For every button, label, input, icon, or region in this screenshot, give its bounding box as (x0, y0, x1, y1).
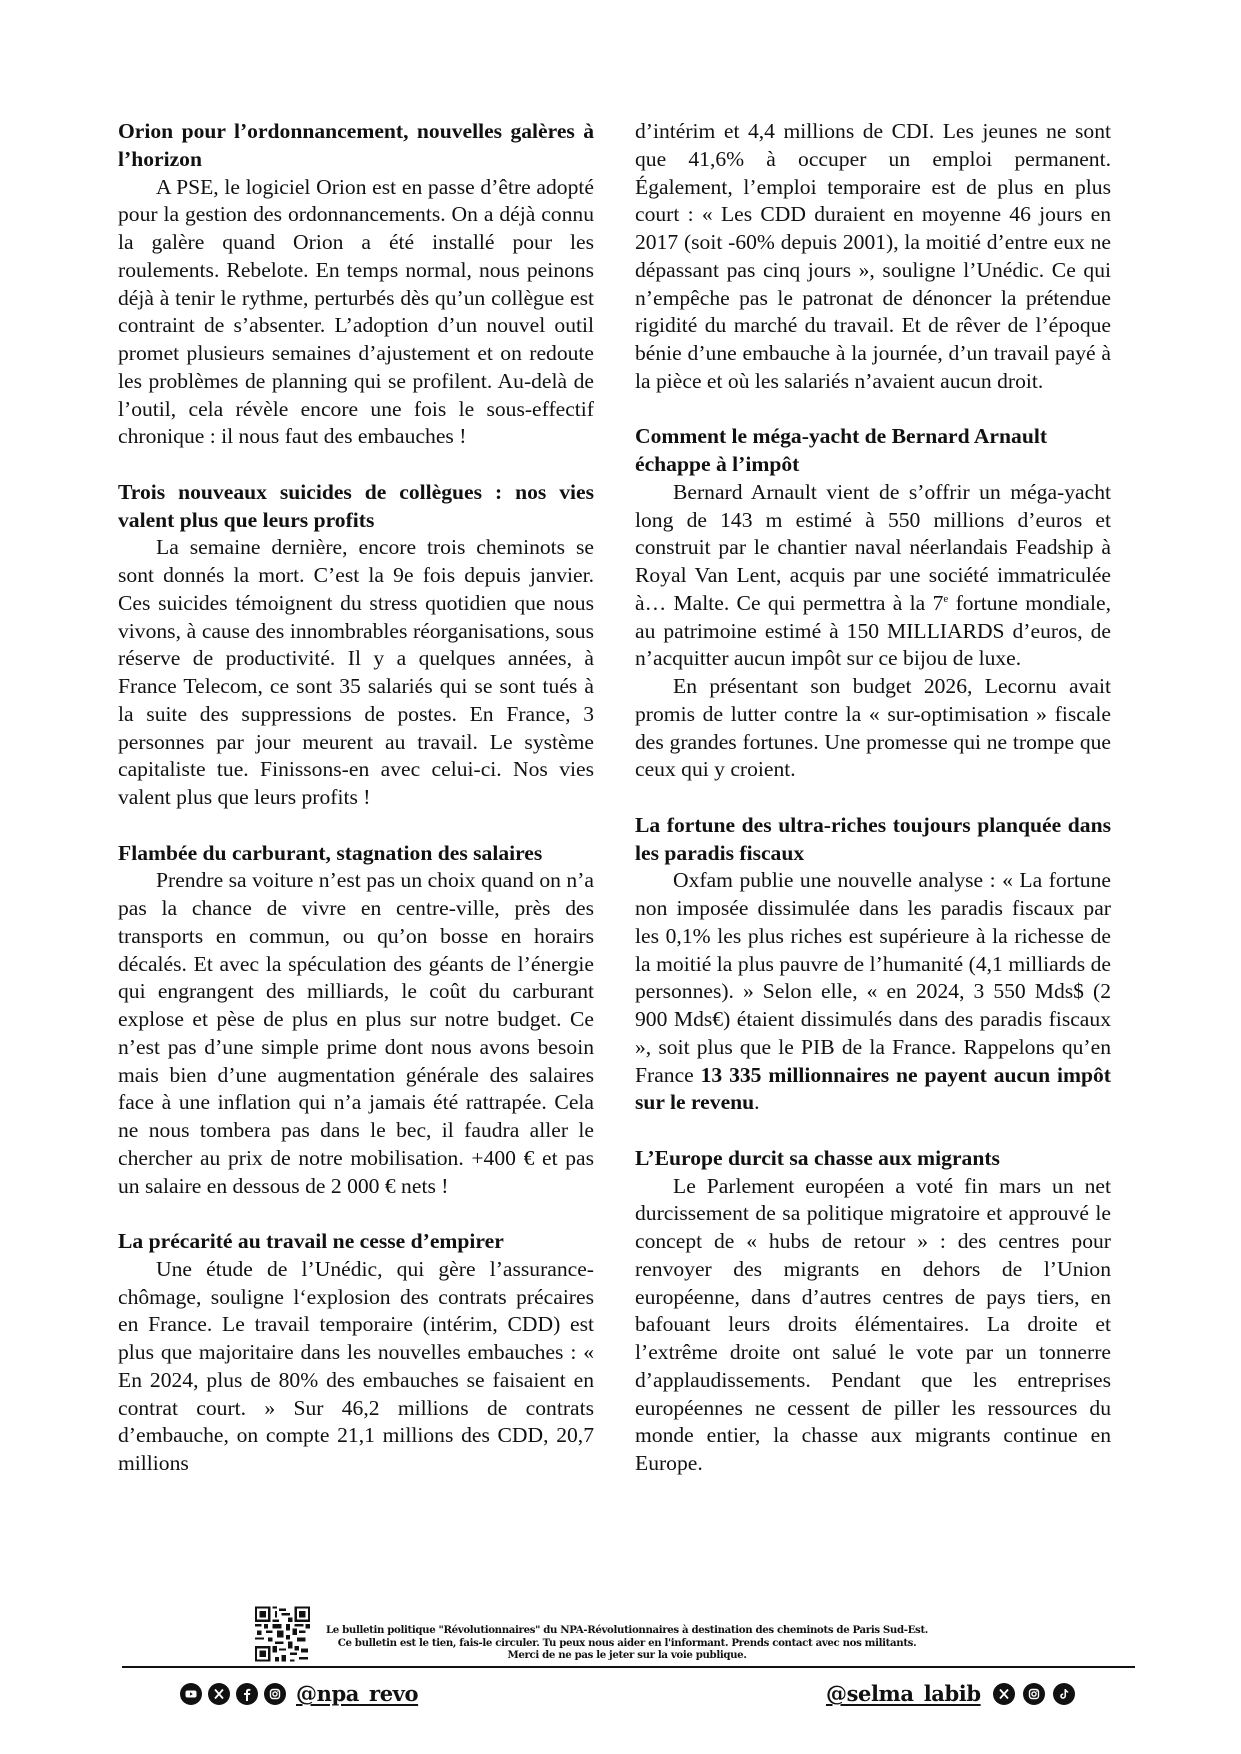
superscript: e (943, 592, 949, 605)
article-paragraph (635, 479, 1111, 673)
right-column (635, 118, 1111, 1478)
social-links-right (822, 1681, 1075, 1706)
footer-line: Ce bulletin est le tien, fais-le circuler. Tu peux nous aider en l'informant. Prends contact avec nos militants. (337, 1636, 917, 1649)
article-title: Flambée du carburant, stagnation des salaires (118, 840, 543, 865)
footer-line: Le bulletin politique "Révolutionnaires" du NPA-Révolutionnaires à destination des cheminots de Paris Sud-Est. (325, 1624, 928, 1636)
article-precarite-continued (635, 118, 1111, 396)
article-oxfam (635, 812, 1111, 1117)
article-paragraph: d’intérim et 4,4 millions de CDI. Les jeunes ne sont que 41,6% à occuper un emploi permanent. Également, l’emploi temporaire est de plus en plus court : « Les CDD duraient en moyenne 46 jours en 2017 (soit -60% depuis 2001), la moitié d’entre eux ne dépassant pas cinq jours », souligne l’Unédic. Ce qui n’empêche pas le patronat de dénoncer la prétendue rigidité du marché du travail. Et de rêver de l’époque bénie d’une embauche à la journée, d’un travail payé à la pièce et où les salariés n’avaient aucun droit. (635, 119, 1111, 393)
article-paragraph: En présentant son budget 2026, Lecornu avait promis de lutter contre la « sur-optimisation » fiscale des grandes fortunes. Une promesse qui ne trompe que ceux qui y croient. (635, 674, 1111, 782)
article-paragraph (635, 867, 1111, 1117)
article-suicides (118, 479, 594, 812)
article-title: Comment le méga-yacht de Bernard Arnault échappe à l’impôt (635, 424, 1048, 476)
tiktok-icon[interactable] (1053, 1683, 1075, 1705)
article-paragraph: Le Parlement européen a voté fin mars un net durcissement de sa politique migratoire et approuvé le concept de « hubs de retour » : des centres pour renvoyer des migrants en dehors de l’Union européenne, dans d’autres centres de pays tiers, en bafouant leurs droits élémentaires. La droite et l’extrême droite ont salué le vote par un tonnerre d’applaudissements. Pendant que les entreprises européennes ne cessent de piller les ressources du monde entier, la chasse aux migrants continue en Europe. (635, 1173, 1111, 1475)
footer-text (317, 1624, 937, 1662)
youtube-icon[interactable] (180, 1683, 202, 1705)
footer-info (255, 1606, 955, 1664)
article-title: La précarité au travail ne cesse d’empirer (118, 1229, 504, 1253)
article-paragraph: La semaine dernière, encore trois cheminots se sont donnés la mort. C’est la 9e fois depuis janvier. Ces suicides témoignent du stress quotidien que nous vivons, à cause des innombrables réorganisations, sous réserve de productivité. Il y a quelques années, à France Telecom, ce sont 35 salariés qui se sont tués à la suite des suppressions de postes. En France, 3 personnes par jour meurent au travail. Le système capitaliste tue. Finissons-en avec celui-ci. Nos vies valent plus que leurs profits ! (118, 535, 594, 809)
instagram-icon[interactable] (1023, 1683, 1045, 1705)
paragraph-text: Bernard Arnault vient de s’offrir un méga-yacht long de 143 m estimé à 550 millions d’euros et construit par le chantier naval néerlandais Feadship à Royal Van Lent, acquis par une société immatriculée à… Malte. Ce qui permettra à la 7 (635, 479, 1111, 615)
article-orion (118, 118, 594, 451)
x-icon[interactable] (208, 1683, 230, 1705)
instagram-icon[interactable] (264, 1683, 286, 1705)
article-title: Orion pour l’ordonnancement, nouvelles galères à l’horizon (118, 119, 594, 171)
article-paragraph: Prendre sa voiture n’est pas un choix quand on n’a pas la chance de vivre en centre-ville, près des transports en commun, ou qu’on bosse en horairs décalés. Et avec la spéculation des géants de l’énergie qui engrangent des milliards, le coût du carburant explose et pèse de plus en plus sur notre budget. Ce n’est pas d’une simple prime dont nous avons besoin mais bien d’une augmentation générale des salaires face à une inflation qui n’a jamais été rattrapée. Cela ne nous tombera pas dans le bec, il faudra aller le chercher au prix de notre mobilisation. +400 € et pas un salaire en dessous de 2 000 € nets ! (118, 868, 594, 1198)
article-paragraph: Une étude de l’Unédic, qui gère l’assurance-chômage, souligne l‘explosion des contrats précaires en France. Le travail temporaire (intérim, CDD) est plus que majoritaire dans les nouvelles embauches : « En 2024, plus de 80% des embauches se faisaient en contrat court. » Sur 46,2 millions de contrats d’embauche, on compte 21,1 millions des CDD, 20,7 millions (118, 1256, 594, 1475)
article-paragraph: A PSE, le logiciel Orion est en passe d’être adopté pour la gestion des ordonnancements. On a déjà connu la galère quand Orion a été installé pour les roulements. Rebelote. En temps normal, nous peinons déjà à tenir le rythme, perturbés dès qu’un collègue est contraint de s’absenter. L’adoption d’un nouvel outil promet plusieurs semaines d’ajustement et on redoute les problèmes de planning qui se profilent. Au-delà de l’outil, cela révèle encore une fois le sous-effectif chronique : il nous faut des embauches ! (118, 174, 594, 449)
x-icon[interactable] (993, 1683, 1015, 1705)
paragraph-text: fortune mondiale, au patrimoine estimé à 150 MILLIARDS d’euros, de n’acquitter aucun impôt sur ce bijou de luxe. (635, 590, 1111, 671)
article-migrants (635, 1145, 1111, 1478)
social-links-left (180, 1681, 422, 1706)
article-title: La fortune des ultra-riches toujours planquée dans les paradis fiscaux (635, 812, 1111, 865)
article-carburant (118, 840, 594, 1201)
article-title: L’Europe durcit sa chasse aux migrants (635, 1145, 1000, 1170)
npa-revo-handle-link[interactable]: @npa_revo (296, 1681, 419, 1706)
facebook-icon[interactable] (236, 1683, 258, 1705)
left-column (118, 118, 594, 1478)
article-title: Trois nouveaux suicides de collègues : nos vies valent plus que leurs profits (118, 479, 594, 532)
paragraph-text: . (754, 1090, 760, 1115)
selma-labib-handle-link[interactable]: @selma_labib (826, 1681, 981, 1706)
emphasis-text: 13 335 millionnaires ne payent aucun impôt sur le revenu (635, 1062, 1111, 1115)
article-precarite (118, 1228, 594, 1478)
paragraph-text: Oxfam publie une nouvelle analyse : « La fortune non imposée dissimulée dans les paradis fiscaux par les 0,1% les plus riches est supérieure à la richesse de la moitié la plus pauvre de l’humanité (4,1 milliards de personnes). » Selon elle, « en 2024, 3 550 Mds$ (2 900 Mds€) étaient dissimulés dans des paradis fiscaux », soit plus que le PIB de la France. Rappelons qu’en France (635, 868, 1111, 1087)
footer-divider (122, 1666, 1135, 1668)
article-yacht (635, 423, 1111, 784)
footer-line: Merci de ne pas le jeter sur la voie publique. (507, 1649, 747, 1661)
qr-code-icon[interactable] (255, 1606, 310, 1662)
